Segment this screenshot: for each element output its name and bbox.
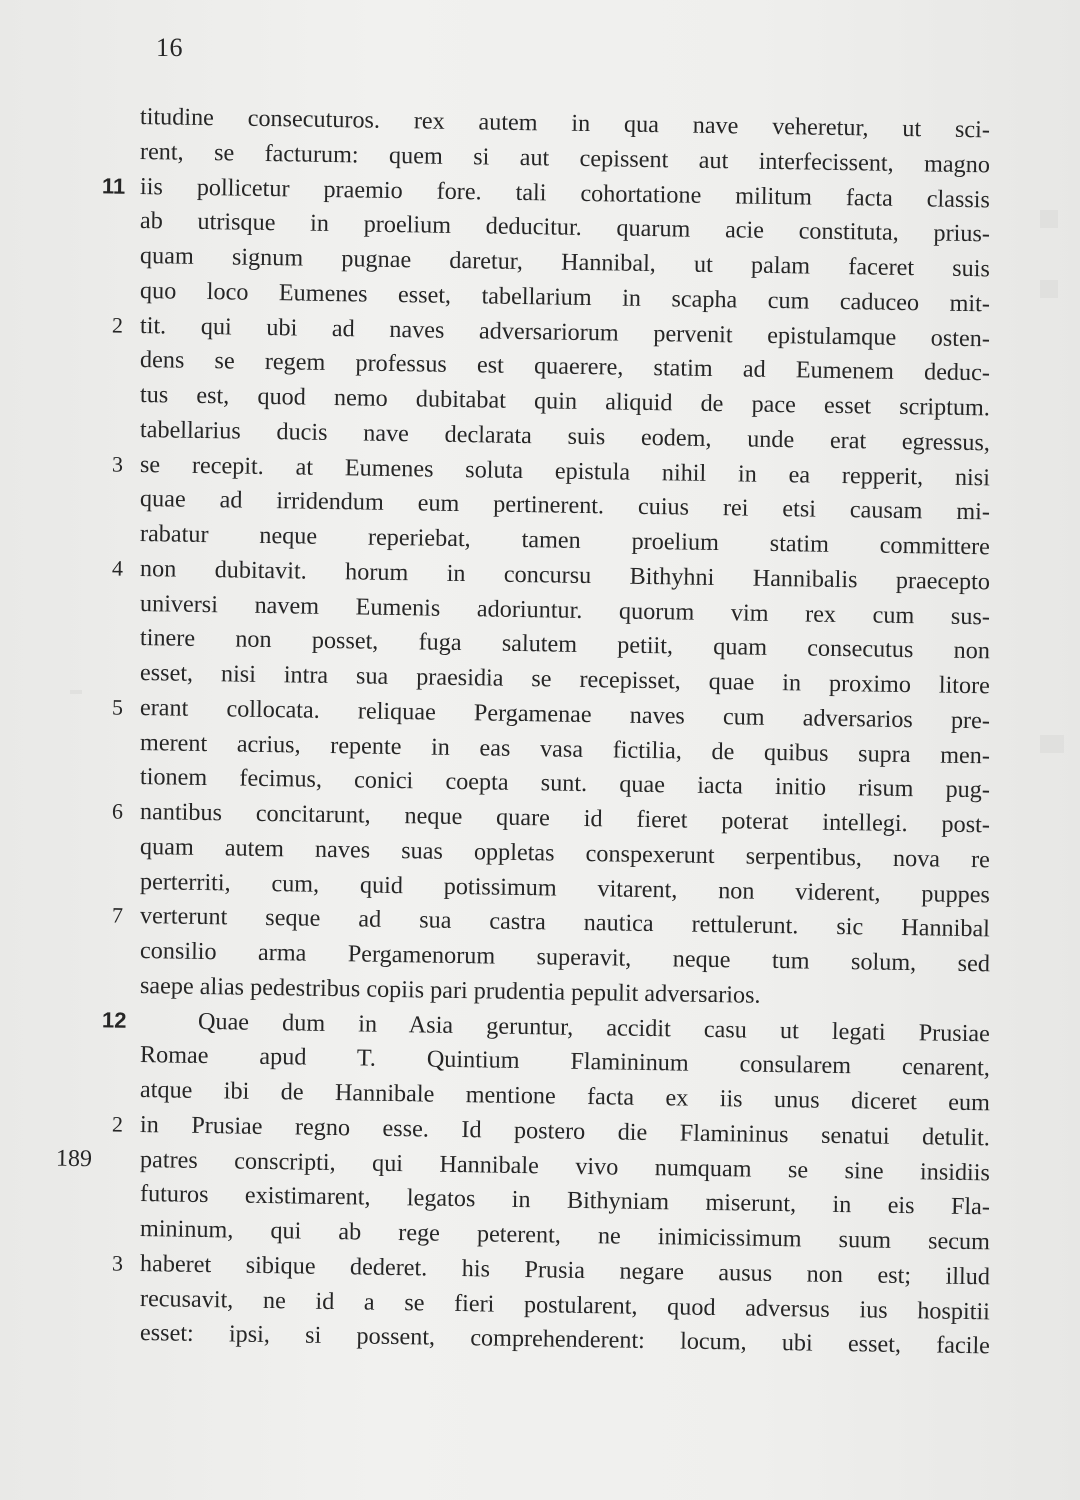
section-number: 12: [101, 1006, 127, 1033]
faint-bleed-through-mark-3: [1040, 735, 1064, 753]
faint-bleed-through-mark-2: [1040, 280, 1058, 298]
paragraph-number: 3: [111, 451, 124, 477]
line-text: rent, se facturum: quem si aut cepissent aut interfecissent, magno: [139, 137, 991, 179]
line-text: in Prusiae regno esse. Id postero die Flamininus senatui detulit.: [139, 1110, 991, 1152]
line-text: atque ibi de Hannibale mentione facta ex iis unus diceret eum: [139, 1076, 991, 1117]
line-text: universi navem Eumenis adoriuntur. quorum vim rex cum sus-: [139, 589, 991, 630]
paragraph-number: 4: [111, 555, 124, 581]
line-text: non dubitavit. horum in concursu Bithyhni Hannibalis praecepto: [139, 554, 991, 596]
page-number: 16: [156, 33, 183, 62]
line-text: saepe alias pedestribus copiis pari prudentia pepulit adversarios.: [139, 971, 761, 1009]
line-text: quo loco Eumenes esset, tabellarium in scapha cum caduceo mit-: [139, 276, 991, 318]
line-text: quam autem naves suas oppletas conspexerunt serpentibus, nova re: [139, 832, 991, 874]
line-text: perterriti, cum, quid potissimum vitarent, non viderent, puppes: [139, 867, 991, 908]
line-text: se recepit. at Eumenes soluta epistula nihil in ea repperit, nisi: [139, 450, 991, 491]
line-text: futuros existimarent, legatos in Bithyniam miserunt, in eis Fla-: [139, 1180, 991, 1221]
line-text: verterunt seque ad sua castra nautica rettulerunt. sic Hannibal: [139, 902, 991, 943]
line-text: titudine consecuturos. rex autem in qua nave veheretur, ut sci-: [139, 103, 991, 144]
section-number: 11: [101, 172, 126, 199]
line-text: Quae dum in Asia geruntur, accidit casu ut legati Prusiae: [197, 1007, 991, 1047]
paragraph-number: 3: [111, 1250, 124, 1276]
line-text: Romae apud T. Quintium Flamininum consularem cenarent,: [139, 1041, 991, 1082]
paragraph-number: 7: [111, 902, 124, 928]
line-text: esset, nisi intra sua praesidia se recepisset, quae in proximo litore: [139, 659, 991, 700]
line-text: consilio arma Pergamenorum superavit, neque tum solum, sed: [139, 937, 991, 978]
marginal-year-number: 189: [55, 1145, 93, 1172]
line-text: iis pollicetur praemio fore. tali cohortatione militum facta classis: [139, 172, 991, 213]
paragraph-number: 5: [111, 694, 124, 720]
line-text: tabellarius ducis nave declarata suis eodem, unde erat egressus,: [139, 415, 991, 457]
line-text: ab utrisque in proelium deducitur. quarum acie constituta, prius-: [139, 207, 991, 248]
line-text: merent acrius, repente in eas vasa fictilia, de quibus supra men-: [139, 728, 991, 769]
line-text: recusavit, ne id a se fieri postularent, quod adversus ius hospitii: [139, 1284, 991, 1325]
latin-text-block: [55, 100, 991, 1360]
line-text: erant collocata. reliquae Pergamenae naves cum adversarios pre-: [139, 693, 991, 735]
line-text: haberet sibique dederet. his Prusia negare ausus non est; illud: [139, 1249, 991, 1291]
paragraph-number: 2: [111, 1111, 124, 1137]
line-text: esset: ipsi, si possent, comprehenderent: locum, ubi esset, facile: [139, 1319, 991, 1360]
line-text: tit. qui ubi ad naves adversariorum pervenit epistulamque osten-: [139, 311, 991, 352]
line-text: rabatur neque reperiebat, tamen proelium statim committere: [139, 520, 991, 561]
line-text: nantibus concitarunt, neque quare id fieret poterat intellegi. post-: [139, 798, 991, 839]
faint-bleed-through-mark-4: [70, 690, 82, 694]
line-text: tionem fecimus, conici coepta sunt. quae iacta initio risum pug-: [139, 763, 991, 804]
line-text: quae ad irridendum eum pertinerent. cuius rei etsi causam mi-: [139, 485, 991, 526]
faint-bleed-through-mark-1: [1040, 210, 1058, 228]
line-text: mininum, qui ab rege peterent, ne inimicissimum suum secum: [139, 1215, 991, 1256]
line-text: tinere non posset, fuga salutem petiit, quam consecutus non: [139, 624, 991, 665]
line-text: tus est, quod nemo dubitabat quin aliquid de pace esset scriptum.: [139, 381, 991, 422]
line-text: patres conscripti, qui Hannibale vivo numquam se sine insidiis: [139, 1145, 991, 1186]
line-text: dens se regem professus est quaerere, statim ad Eumenem deduc-: [139, 346, 991, 387]
paragraph-number: 2: [111, 312, 124, 338]
paragraph-number: 6: [111, 798, 124, 824]
line-text: quam signum pugnae daretur, Hannibal, ut palam faceret suis: [139, 242, 991, 283]
